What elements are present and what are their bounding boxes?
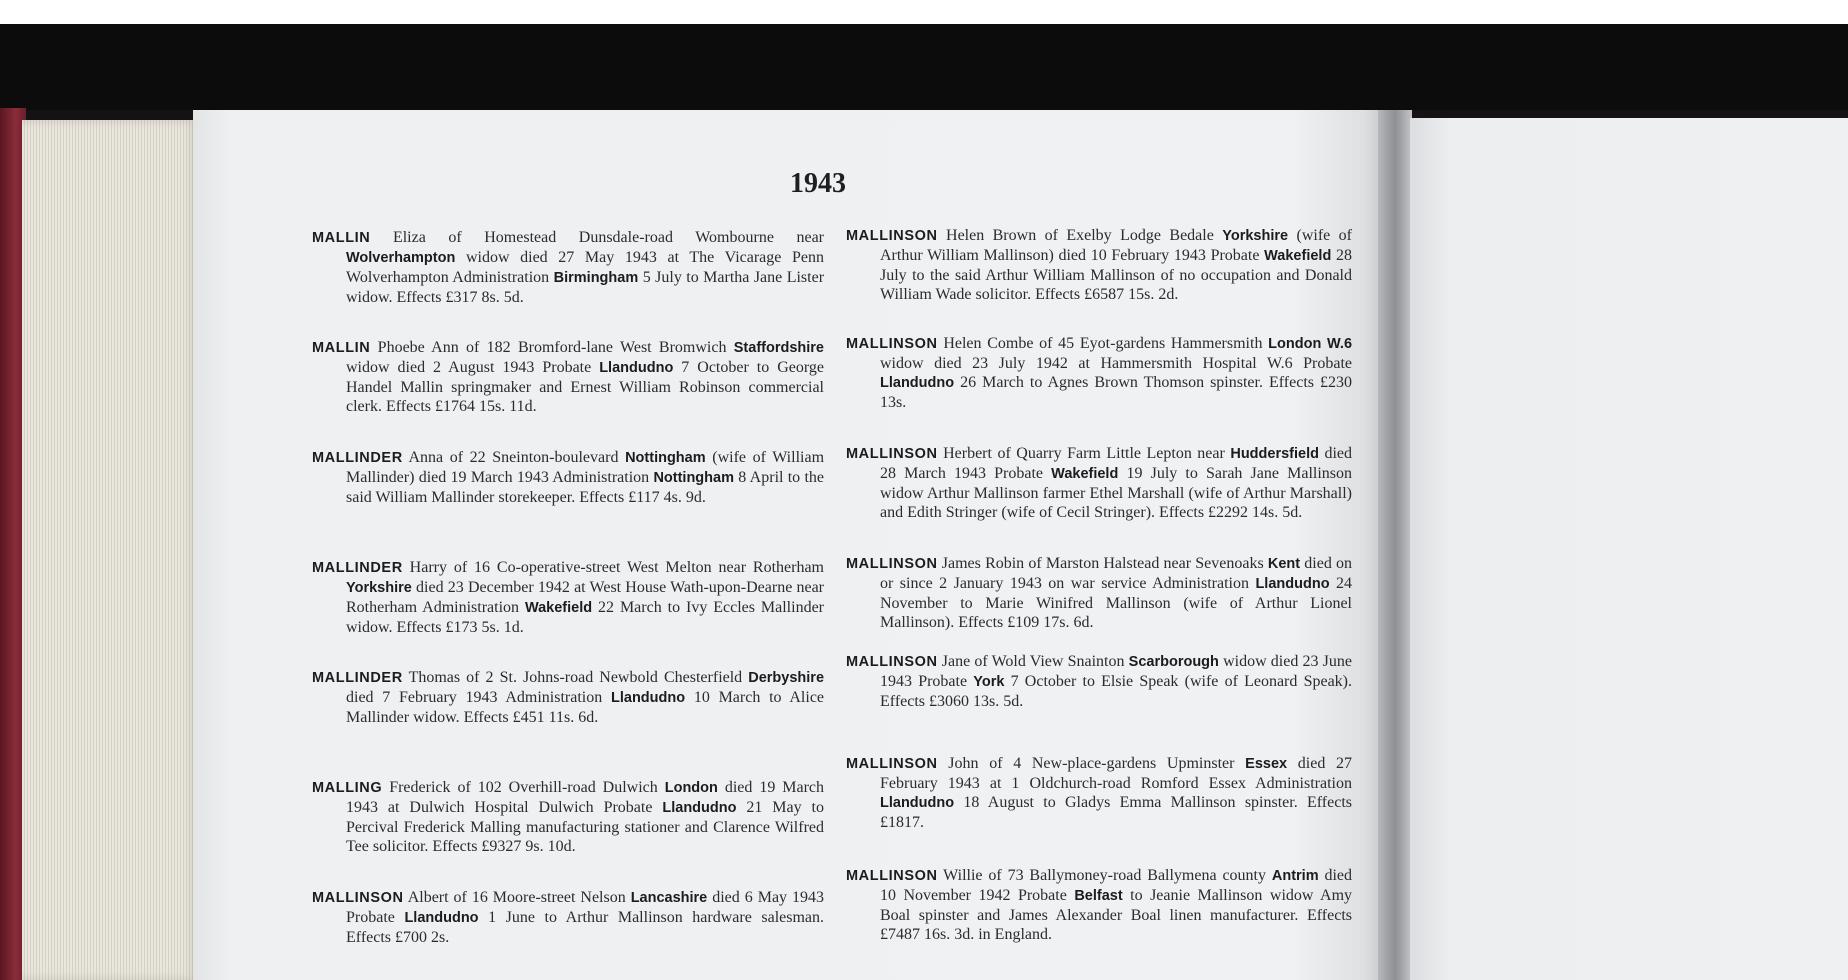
entry-surname: MALLING [312, 780, 383, 796]
entry-paragraph [846, 866, 1352, 944]
book-gutter [1378, 110, 1412, 980]
entry-text-continued: died 23 December 1942 at West House Wath-upon-Dearne near Rotherham Administration [346, 579, 825, 616]
entry-text-continued: (wife of Arthur William Mallinson) died 10 February 1943 Probate [880, 227, 1353, 264]
entry-paragraph [312, 558, 824, 637]
entry-surname: MALLIN [312, 230, 371, 246]
entry-text-continued: died 10 November 1942 Probate [880, 867, 1353, 904]
entry-registry: Llandudno [880, 375, 955, 391]
entry-text: Eliza of Homestead Dunsdale-road Wombourne near [392, 229, 825, 246]
entry-place: London W.6 [1268, 336, 1353, 352]
entry-text-continued: (wife of William Mallinder) died 19 March 1943 Administration [346, 449, 825, 486]
entry-text-tail: 7 October to George Handel Mallin springmaker and Ernest William Robinson commercial clerk. Effects £1764 15s. 11d. [346, 359, 824, 415]
entry-surname: MALLINDER [312, 560, 403, 576]
entry-surname: MALLINSON [846, 228, 938, 244]
page-year-heading: 1943 [790, 168, 846, 199]
probate-entry [846, 754, 1352, 832]
entry-registry: York [973, 674, 1005, 690]
entry-surname: MALLINSON [846, 654, 938, 670]
entry-text-continued: died 28 March 1943 Probate [880, 445, 1353, 482]
probate-entry [846, 554, 1352, 632]
entry-surname: MALLINDER [312, 450, 403, 466]
entry-text: Helen Combe of 45 Eyot-gardens Hammersmith [943, 335, 1263, 352]
entry-text-tail: 7 October to Elsie Speak (wife of Leonard Speak). Effects £3060 13s. 5d. [880, 673, 1352, 710]
probate-entry [312, 228, 824, 307]
entry-text: James Robin of Marston Halstead near Sevenoaks [941, 555, 1264, 572]
entry-place: Yorkshire [1222, 228, 1289, 244]
probate-entry [312, 888, 824, 947]
entry-text-tail: 8 April to the said William Mallinder storekeeper. Effects £117 4s. 9d. [346, 469, 825, 506]
entry-registry: Llandudno [1255, 576, 1330, 592]
entry-registry: Wakefield [1264, 248, 1332, 264]
entry-text-tail: 28 July to the said Arthur William Mallinson of no occupation and Donald William Wade solicitor. Effects £6587 15s. 2d. [880, 247, 1353, 303]
entry-place: London [664, 780, 718, 796]
entry-place: Antrim [1271, 868, 1319, 884]
entry-paragraph [312, 228, 824, 307]
entry-text-tail: 10 March to Alice Mallinder widow. Effects £451 11s. 6d. [346, 689, 825, 726]
probate-entry [312, 668, 824, 727]
probate-entry [846, 444, 1352, 522]
probate-entry [312, 558, 824, 637]
entry-surname: MALLINSON [846, 756, 938, 772]
entry-text-tail: 21 May to Percival Frederick Malling manufacturing stationer and Clarence Wilfred Tee solicitor. Effects £9327 9s. 10d. [346, 799, 825, 855]
probate-entry [846, 334, 1352, 412]
entry-registry: Belfast [1074, 888, 1123, 904]
entry-text-continued: died on or since 2 January 1943 on war service Administration [880, 555, 1353, 592]
entry-text: Phoebe Ann of 182 Bromford-lane West Bromwich [377, 339, 727, 356]
entry-place: Yorkshire [346, 580, 412, 596]
entry-place: Nottingham [625, 450, 706, 466]
entry-text: John of 4 New-place-gardens Upminster [948, 755, 1235, 772]
entry-paragraph [846, 226, 1352, 304]
entry-text-tail: 18 August to Gladys Emma Mallinson spinster. Effects £1817. [880, 794, 1352, 831]
entry-surname: MALLINSON [846, 446, 938, 462]
entry-place: Kent [1267, 556, 1301, 572]
probate-entry [312, 778, 824, 856]
entry-place: Wolverhampton [346, 250, 456, 266]
entry-text-tail: 5 July to Martha Jane Lister widow. Effects £317 8s. 5d. [346, 269, 825, 306]
entry-place: Huddersfield [1230, 446, 1319, 462]
probate-entry [846, 652, 1352, 711]
probate-entry [846, 866, 1352, 944]
entry-text: Thomas of 2 St. Johns-road Newbold Chesterfield [408, 669, 743, 686]
entry-text: Harry of 16 Co-operative-street West Melton near Rotherham [409, 559, 825, 576]
entry-registry: Nottingham [653, 470, 734, 486]
entry-registry: Llandudno [599, 360, 674, 376]
page-stack-edge [22, 120, 198, 980]
entry-text: Jane of Wold View Snainton [941, 653, 1125, 670]
entry-text: Willie of 73 Ballymoney-road Ballymena county [943, 867, 1266, 884]
entry-text-tail: 22 March to Ivy Eccles Mallinder widow. Effects £173 5s. 1d. [346, 599, 824, 636]
entry-text-continued: widow died 23 June 1943 Probate [880, 653, 1353, 690]
entry-surname: MALLINSON [312, 890, 404, 906]
entry-registry: Wakefield [524, 600, 593, 616]
entry-text-tail: 26 March to Agnes Brown Thomson spinster. Effects £230 13s. [880, 374, 1352, 411]
entry-place: Derbyshire [748, 670, 825, 686]
entry-text: Herbert of Quarry Farm Little Lepton near [943, 445, 1225, 462]
entry-paragraph [846, 554, 1352, 632]
entry-surname: MALLINSON [846, 868, 938, 884]
entry-surname: MALLINSON [846, 556, 938, 572]
entry-surname: MALLINDER [312, 670, 403, 686]
entry-registry: Birmingham [553, 270, 639, 286]
entry-paragraph [312, 448, 824, 507]
entry-paragraph [846, 754, 1352, 832]
entry-surname: MALLINSON [846, 336, 938, 352]
entry-paragraph [312, 668, 824, 727]
entry-text-tail: 24 November to Marie Winifred Mallinson (wife of Arthur Lionel Mallinson). Effects £109 17s. 6d. [880, 575, 1353, 631]
entry-text-tail: to Jeanie Mallinson widow Amy Boal spinster and James Alexander Boal linen manufacturer. Effects £7487 16s. 3d. in England. [880, 887, 1353, 943]
probate-entry [312, 448, 824, 507]
entry-paragraph [846, 444, 1352, 522]
entry-text: Albert of 16 Moore-street Nelson [407, 889, 626, 906]
entry-registry: Llandudno [404, 910, 479, 926]
entry-paragraph [312, 778, 824, 856]
right-page [1410, 118, 1848, 980]
entry-place: Scarborough [1128, 654, 1219, 670]
entry-text-continued: died 7 February 1943 Administration [346, 689, 603, 706]
entry-text-tail: 19 July to Sarah Jane Mallinson widow Arthur Mallinson farmer Ethel Marshall (wife of Arthur Marshall) and Edith Stringer (wife of Cecil Stringer). Effects £2292 14s. 5d. [880, 465, 1352, 521]
entry-paragraph [846, 652, 1352, 711]
probate-entry [846, 226, 1352, 304]
entry-text-continued: died 6 May 1943 Probate [346, 889, 825, 926]
entry-place: Essex [1245, 756, 1288, 772]
entry-registry: Llandudno [880, 795, 955, 811]
entry-text-continued: widow died 23 July 1942 at Hammersmith Hospital W.6 Probate [880, 355, 1352, 372]
probate-entry [312, 338, 824, 416]
entry-surname: MALLIN [312, 340, 371, 356]
entry-text: Helen Brown of Exelby Lodge Bedale [946, 227, 1214, 244]
entry-paragraph [846, 334, 1352, 412]
entry-registry: Llandudno [662, 800, 737, 816]
entry-text: Anna of 22 Sneinton-boulevard [408, 449, 619, 466]
entry-paragraph [312, 338, 824, 416]
entry-text-continued: died 27 February 1943 at 1 Oldchurch-road Romford Essex Administration [880, 755, 1353, 792]
entry-text-continued: died 19 March 1943 at Dulwich Hospital Dulwich Probate [346, 779, 825, 816]
entry-place: Lancashire [630, 890, 708, 906]
entry-place: Staffordshire [733, 340, 825, 356]
entry-text-continued: widow died 27 May 1943 at The Vicarage Penn Wolverhampton Administration [346, 249, 825, 286]
top-dark-band [0, 24, 1848, 120]
entry-text-continued: widow died 2 August 1943 Probate [346, 359, 592, 376]
entry-text: Frederick of 102 Overhill-road Dulwich [389, 779, 658, 796]
entry-paragraph [312, 888, 824, 947]
entry-registry: Wakefield [1051, 466, 1119, 482]
entry-registry: Llandudno [611, 690, 686, 706]
entry-text-tail: 1 June to Arthur Mallinson hardware salesman. Effects £700 2s. [346, 909, 825, 946]
